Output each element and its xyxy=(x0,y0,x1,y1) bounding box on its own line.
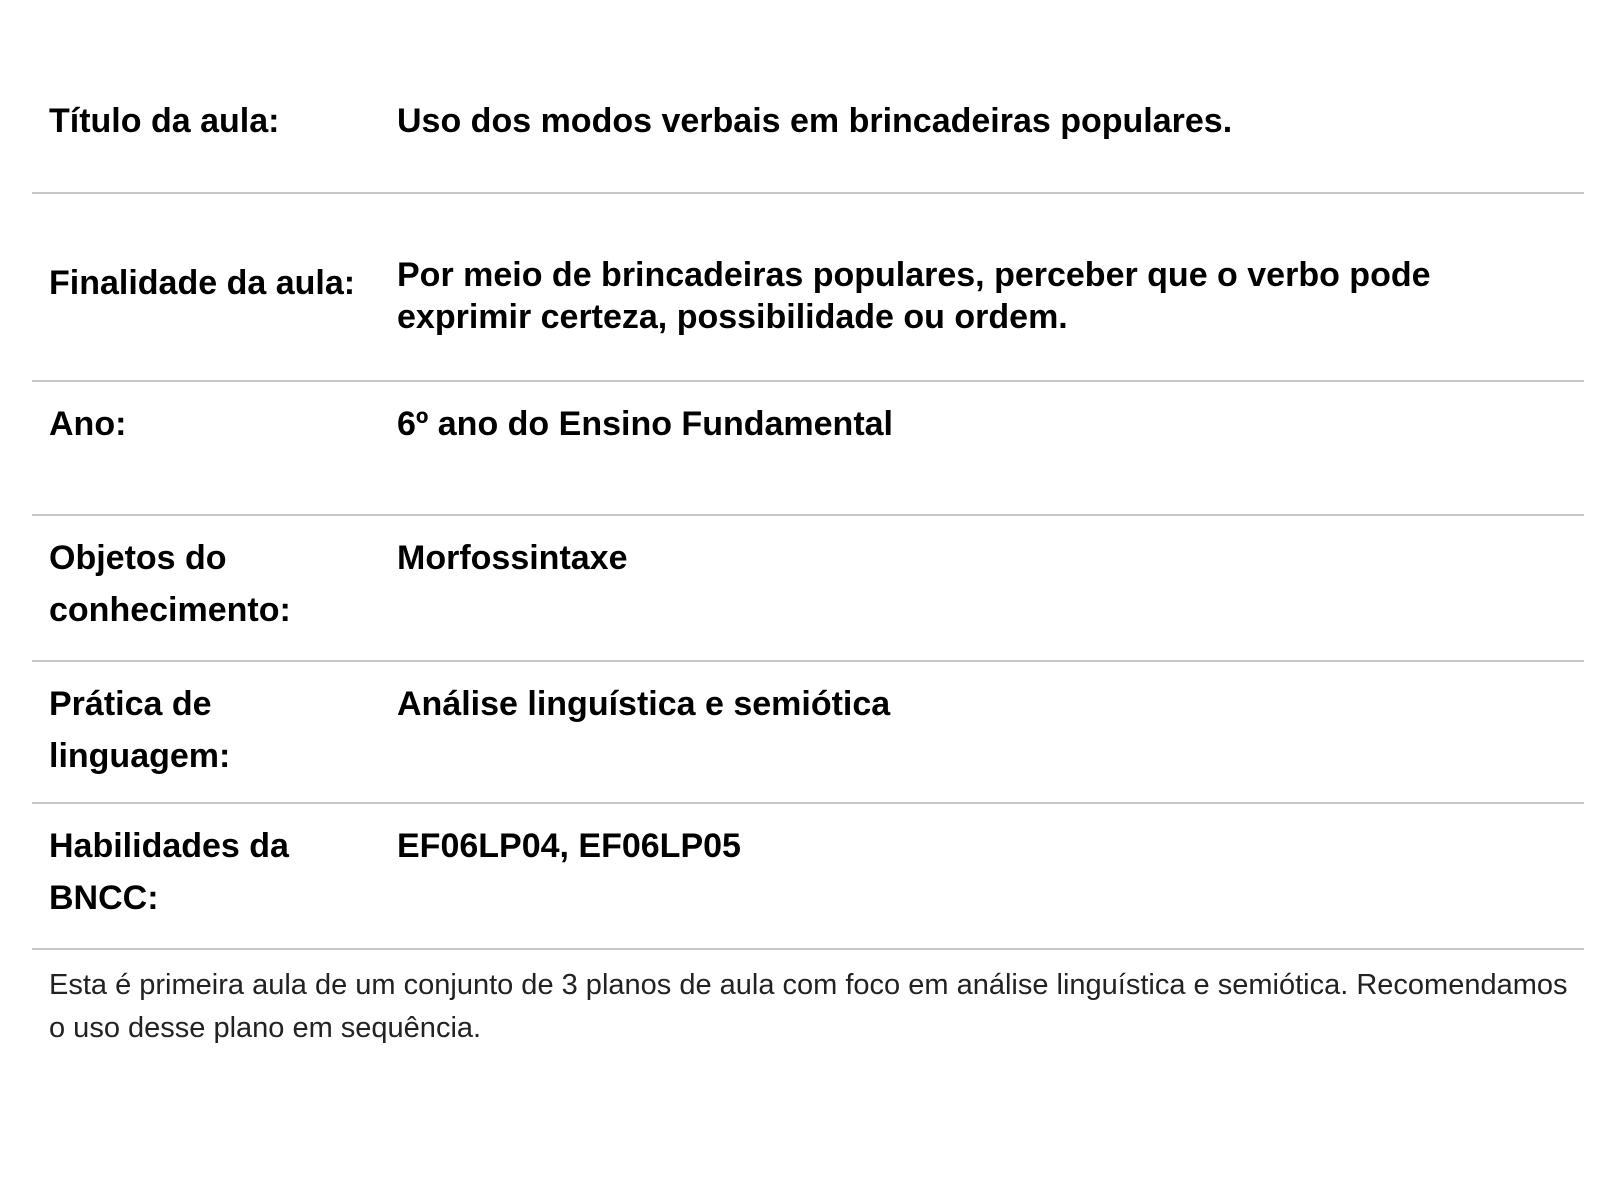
row-lesson-purpose xyxy=(32,194,1584,382)
lesson-title-label: Título da aula: xyxy=(49,102,280,140)
bncc-skills-value: EF06LP04, EF06LP05 xyxy=(397,827,741,865)
lesson-purpose-label: Finalidade da aula: xyxy=(49,264,356,302)
bncc-skills-label: Habilidades da BNCC: xyxy=(49,827,289,917)
row-bncc-skills xyxy=(32,804,1584,950)
row-lesson-title xyxy=(32,0,1584,194)
row-school-year xyxy=(32,382,1584,516)
lesson-info-table xyxy=(32,0,1584,950)
language-practice-label: Prática de linguagem: xyxy=(49,685,231,775)
lesson-sequence-note: Esta é primeira aula de um conjunto de 3 planos de aula com foco em análise linguística e semiótica. Recomendamos o uso desse plano em sequência. xyxy=(49,969,1568,1044)
school-year-label: Ano: xyxy=(49,405,127,443)
knowledge-objects-value: Morfossintaxe xyxy=(397,539,628,577)
lesson-title-value: Uso dos modos verbais em brincadeiras populares. xyxy=(397,102,1233,140)
row-knowledge-objects xyxy=(32,516,1584,662)
row-language-practice xyxy=(32,662,1584,804)
lesson-purpose-value: Por meio de brincadeiras populares, perceber que o verbo pode exprimir certeza, possibilidade ou ordem. xyxy=(397,256,1431,336)
knowledge-objects-label: Objetos do conhecimento: xyxy=(49,539,291,629)
language-practice-value: Análise linguística e semiótica xyxy=(397,685,891,723)
school-year-value: 6º ano do Ensino Fundamental xyxy=(397,405,894,443)
